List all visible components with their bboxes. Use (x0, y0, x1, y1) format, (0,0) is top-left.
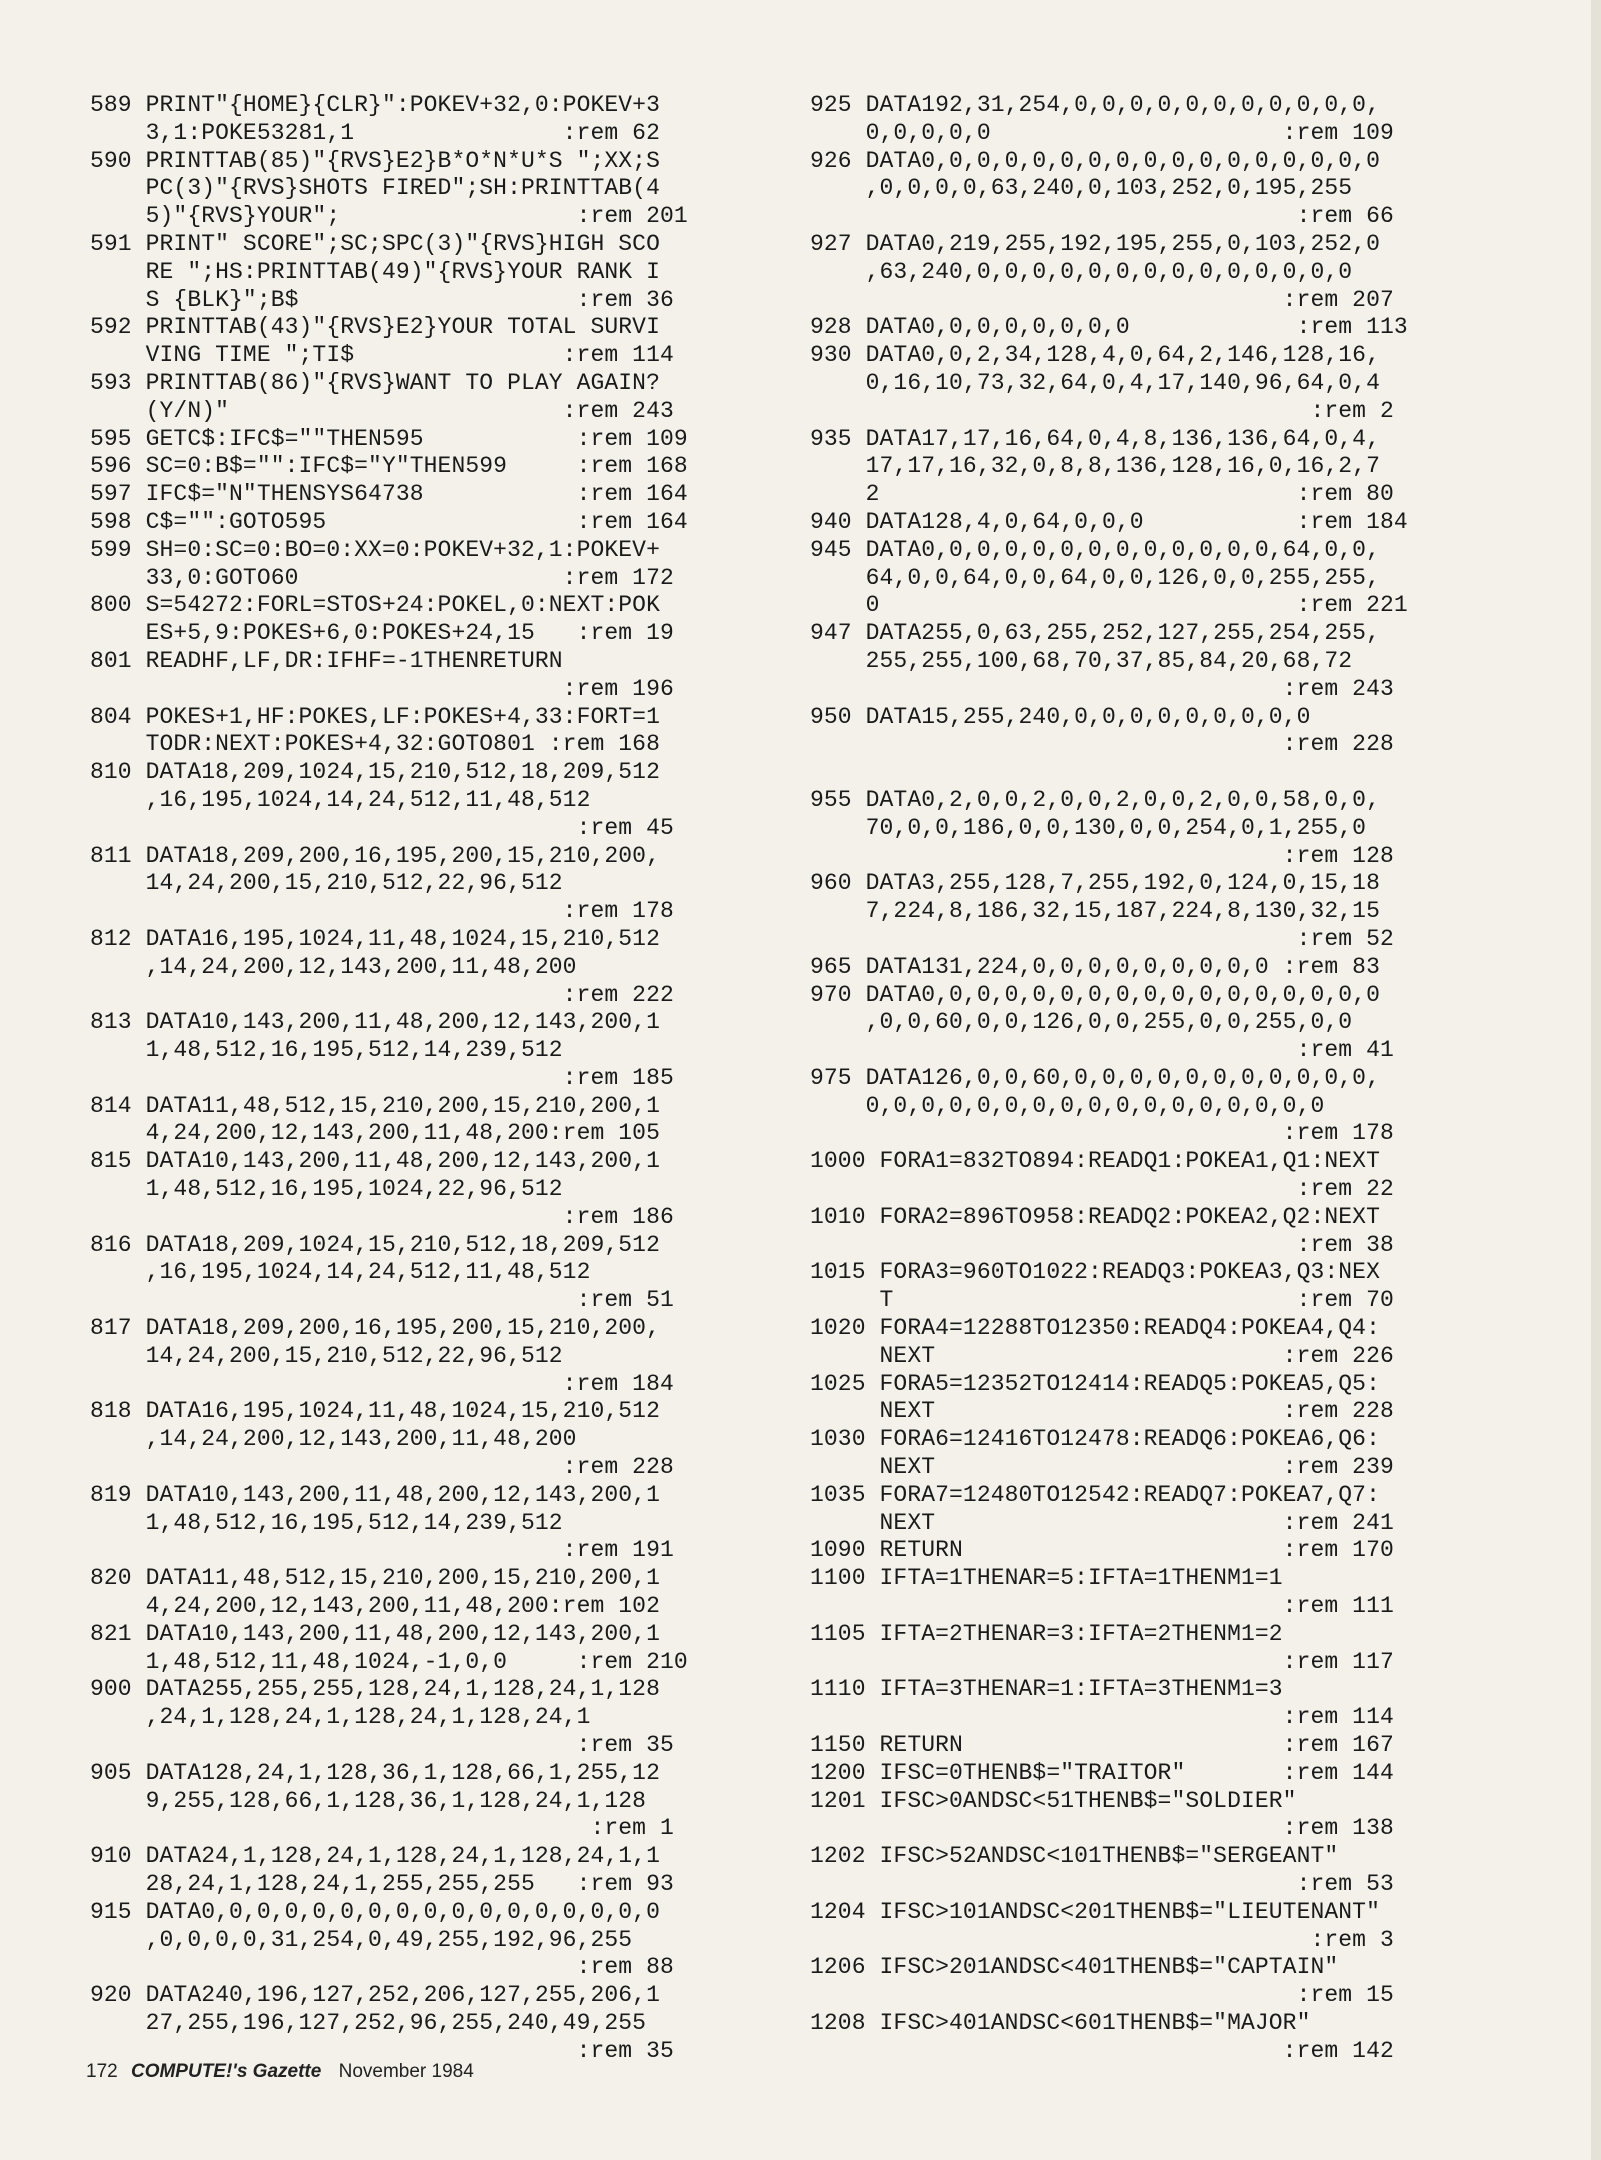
code-line: :rem 228 (90, 1454, 674, 1481)
code-line: 818 DATA16,195,1024,11,48,1024,15,210,512 (90, 1398, 660, 1425)
code-line: 1202 IFSC>52ANDSC<101THENB$="SERGEANT" (810, 1843, 1339, 1870)
code-line: 597 IFC$="N"THENSYS64738 :rem 164 (90, 481, 688, 508)
code-line: :rem 184 (90, 1370, 674, 1397)
code-line: ,16,195,1024,14,24,512,11,48,512 (90, 1259, 591, 1286)
code-line: :rem 66 (810, 203, 1394, 230)
code-line: :rem 185 (90, 1064, 674, 1091)
code-line: 1035 FORA7=12480TO12542:READQ7:POKEA7,Q7: (810, 1481, 1380, 1508)
code-line: 960 DATA3,255,128,7,255,192,0,124,0,15,18 (810, 870, 1380, 897)
code-line: 970 DATA0,0,0,0,0,0,0,0,0,0,0,0,0,0,0,0,0 (810, 981, 1380, 1008)
code-line: NEXT :rem 226 (810, 1342, 1394, 1369)
code-line: 813 DATA10,143,200,11,48,200,12,143,200,1 (90, 1009, 660, 1036)
code-line: 915 DATA0,0,0,0,0,0,0,0,0,0,0,0,0,0,0,0,0 (90, 1898, 660, 1925)
code-line: 800 S=54272:FORL=STOS+24:POKEL,0:NEXT:POK (90, 592, 660, 619)
code-line: 589 PRINT"{HOME}{CLR}":POKEV+32,0:POKEV+3 (90, 92, 660, 118)
code-line: (Y/N)" :rem 243 (90, 397, 674, 424)
code-line: 816 DATA18,209,1024,15,210,512,18,209,512 (90, 1231, 660, 1258)
code-line: :rem 51 (90, 1287, 674, 1314)
code-line: 5)"{RVS}YOUR"; :rem 201 (90, 203, 688, 230)
code-line: 17,17,16,32,0,8,8,136,128,16,0,16,2,7 (810, 453, 1380, 480)
code-line: 1,48,512,16,195,1024,22,96,512 (90, 1176, 563, 1203)
code-line: 1150 RETURN :rem 167 (810, 1732, 1394, 1759)
code-line: :rem 52 (810, 925, 1394, 952)
code-line: 595 GETC$:IFC$=""THEN595 :rem 109 (90, 425, 688, 452)
code-line: 9,255,128,66,1,128,36,1,128,24,1,128 (90, 1787, 647, 1814)
code-line: :rem 191 (90, 1537, 674, 1564)
code-line: 4,24,200,12,143,200,11,48,200:rem 105 (90, 1120, 660, 1147)
code-line: 1208 IFSC>401ANDSC<601THENB$="MAJOR" (810, 2009, 1311, 2036)
page-number: 172 (86, 2061, 118, 2082)
code-line: 950 DATA15,255,240,0,0,0,0,0,0,0,0,0 (810, 703, 1311, 730)
code-line: 2 :rem 80 (810, 481, 1394, 508)
code-line: 810 DATA18,209,1024,15,210,512,18,209,512 (90, 759, 660, 786)
code-line: 14,24,200,15,210,512,22,96,512 (90, 870, 563, 897)
code-line: 14,24,200,15,210,512,22,96,512 (90, 1342, 563, 1369)
code-line: :rem 196 (90, 675, 674, 702)
code-line: ,14,24,200,12,143,200,11,48,200 (90, 1426, 577, 1453)
code-line: 817 DATA18,209,200,16,195,200,15,210,200, (90, 1315, 660, 1342)
code-line: :rem 22 (810, 1176, 1394, 1203)
code-line: 804 POKES+1,HF:POKES,LF:POKES+4,33:FORT=1 (90, 703, 660, 730)
code-line: 0,0,0,0,0,0,0,0,0,0,0,0,0,0,0,0,0 (810, 1092, 1325, 1119)
code-line: 1,48,512,11,48,1024,-1,0,0 :rem 210 (90, 1648, 688, 1675)
code-line: :rem 186 (90, 1203, 674, 1230)
code-line: 1204 IFSC>101ANDSC<201THENB$="LIEUTENANT" (810, 1898, 1380, 1925)
code-line: NEXT :rem 239 (810, 1454, 1394, 1481)
code-line: 925 DATA192,31,254,0,0,0,0,0,0,0,0,0,0,0, (810, 92, 1380, 118)
code-line: 927 DATA0,219,255,192,195,255,0,103,252,0 (810, 230, 1380, 257)
code-line: :rem 38 (810, 1231, 1394, 1258)
code-line: 940 DATA128,4,0,64,0,0,0 :rem 184 (810, 508, 1408, 535)
code-line: :rem 178 (90, 898, 674, 925)
code-line: :rem 53 (810, 1871, 1394, 1897)
code-line: 1010 FORA2=896TO958:READQ2:POKEA2,Q2:NEXT (810, 1203, 1380, 1230)
code-line: :rem 3 (810, 1926, 1394, 1953)
code-line: 1105 IFTA=2THENAR=3:IFTA=2THENM1=2 (810, 1620, 1283, 1647)
code-line: 920 DATA240,196,127,252,206,127,255,206,1 (90, 1982, 660, 2009)
code-line: :rem 15 (810, 1982, 1394, 2009)
code-line: :rem 142 (810, 2037, 1394, 2064)
code-line: 811 DATA18,209,200,16,195,200,15,210,200, (90, 842, 660, 869)
code-line: :rem 114 (810, 1704, 1394, 1731)
magazine-title: COMPUTE!'s Gazette (130, 2061, 322, 2082)
code-line: NEXT :rem 228 (810, 1398, 1394, 1425)
code-line: 1015 FORA3=960TO1022:READQ3:POKEA3,Q3:NEX (810, 1259, 1380, 1286)
code-line: 1110 IFTA=3THENAR=1:IFTA=3THENM1=3 (810, 1676, 1283, 1703)
code-line: :rem 117 (810, 1648, 1394, 1675)
code-line: :rem 35 (90, 1732, 674, 1759)
code-line: 0 :rem 221 (810, 592, 1408, 619)
code-line: 935 DATA17,17,16,64,0,4,8,136,136,64,0,4, (810, 425, 1380, 452)
code-line: T :rem 70 (810, 1287, 1394, 1314)
code-line: 28,24,1,128,24,1,255,255,255 :rem 93 (90, 1871, 674, 1897)
code-line: 812 DATA16,195,1024,11,48,1024,15,210,512 (90, 925, 660, 952)
code-line: 591 PRINT" SCORE";SC;SPC(3)"{RVS}HIGH SCO (90, 230, 660, 257)
code-line: TODR:NEXT:POKES+4,32:GOTO801 :rem 168 (90, 731, 660, 758)
code-line: 1,48,512,16,195,512,14,239,512 (90, 1037, 563, 1064)
code-line: 801 READHF,LF,DR:IFHF=-1THENRETURN (90, 647, 563, 674)
code-line: 1200 IFSC=0THENB$="TRAITOR" :rem 144 (810, 1759, 1394, 1786)
code-line: 1,48,512,16,195,512,14,239,512 (90, 1509, 563, 1536)
code-line: 596 SC=0:B$="":IFC$="Y"THEN599 :rem 168 (90, 453, 688, 480)
code-line: 910 DATA24,1,128,24,1,128,24,1,128,24,1,1 (90, 1843, 660, 1870)
code-line: :rem 138 (810, 1815, 1394, 1842)
code-line: 905 DATA128,24,1,128,36,1,128,66,1,255,12 (90, 1759, 660, 1786)
code-line: :rem 1 (90, 1815, 674, 1842)
listing-column-right (810, 92, 1530, 2066)
code-line: 1201 IFSC>0ANDSC<51THENB$="SOLDIER" (810, 1787, 1297, 1814)
code-line: 3,1:POKE53281,1 :rem 62 (90, 119, 660, 146)
code-line: 1025 FORA5=12352TO12414:READQ5:POKEA5,Q5: (810, 1370, 1380, 1397)
code-line: 593 PRINTTAB(86)"{RVS}WANT TO PLAY AGAIN? (90, 369, 660, 396)
code-line: ,16,195,1024,14,24,512,11,48,512 (90, 786, 591, 813)
code-line: 1090 RETURN :rem 170 (810, 1537, 1394, 1564)
code-line: :rem 111 (810, 1593, 1394, 1620)
page-edge (1591, 0, 1601, 2160)
code-line: 975 DATA126,0,0,60,0,0,0,0,0,0,0,0,0,0,0, (810, 1064, 1380, 1091)
code-line: 1100 IFTA=1THENAR=5:IFTA=1THENM1=1 (810, 1565, 1283, 1592)
code-line: 965 DATA131,224,0,0,0,0,0,0,0,0,0 :rem 83 (810, 953, 1380, 980)
code-line: PC(3)"{RVS}SHOTS FIRED";SH:PRINTTAB(4 (90, 175, 660, 202)
code-line: 1030 FORA6=12416TO12478:READQ6:POKEA6,Q6: (810, 1426, 1380, 1453)
code-line: ,14,24,200,12,143,200,11,48,200 (90, 953, 577, 980)
code-line: 819 DATA10,143,200,11,48,200,12,143,200,1 (90, 1481, 660, 1508)
code-line: :rem 35 (90, 2037, 674, 2064)
issue-date: November 1984 (338, 2061, 474, 2082)
code-line: ,63,240,0,0,0,0,0,0,0,0,0,0,0,0,0,0 (810, 258, 1353, 285)
code-line: S {BLK}";B$ :rem 36 (90, 286, 674, 313)
code-line: :rem 222 (90, 981, 674, 1008)
code-line: 592 PRINTTAB(43)"{RVS}E2}YOUR TOTAL SURVI (90, 314, 660, 341)
code-line: 7,224,8,186,32,15,187,224,8,130,32,15 (810, 898, 1380, 925)
code-line: 820 DATA11,48,512,15,210,200,15,210,200,1 (90, 1565, 660, 1592)
code-line: ,0,0,0,0,31,254,0,49,255,192,96,255 (90, 1926, 633, 1953)
page-footer (86, 2061, 474, 2083)
code-line: ,0,0,60,0,0,126,0,0,255,0,0,255,0,0 (810, 1009, 1353, 1036)
code-line: 945 DATA0,0,0,0,0,0,0,0,0,0,0,0,0,64,0,0, (810, 536, 1380, 563)
code-line: 955 DATA0,2,0,0,2,0,0,2,0,0,2,0,0,58,0,0, (810, 786, 1380, 813)
code-line: :rem 45 (90, 814, 674, 841)
code-line: :rem 178 (810, 1120, 1394, 1147)
code-line: 4,24,200,12,143,200,11,48,200:rem 102 (90, 1593, 660, 1620)
code-line: 0,0,0,0,0 :rem 109 (810, 119, 1394, 146)
code-line: RE ";HS:PRINTTAB(49)"{RVS}YOUR RANK I (90, 258, 660, 285)
code-line: 27,255,196,127,252,96,255,240,49,255 (90, 2009, 647, 2036)
code-line: :rem 207 (810, 286, 1394, 313)
code-line: :rem 2 (810, 397, 1394, 424)
code-line: 1000 FORA1=832TO894:READQ1:POKEA1,Q1:NEXT (810, 1148, 1380, 1175)
code-line: :rem 243 (810, 675, 1394, 702)
code-line: ES+5,9:POKES+6,0:POKES+24,15 :rem 19 (90, 620, 674, 647)
code-line: 70,0,0,186,0,0,130,0,0,254,0,1,255,0 (810, 814, 1367, 841)
code-line: NEXT :rem 241 (810, 1509, 1394, 1536)
code-line: :rem 88 (90, 1954, 674, 1981)
code-line: 1020 FORA4=12288TO12350:READQ4:POKEA4,Q4: (810, 1315, 1380, 1342)
code-line: :rem 41 (810, 1037, 1394, 1064)
code-line: 814 DATA11,48,512,15,210,200,15,210,200,1 (90, 1092, 660, 1119)
code-line (810, 759, 1530, 787)
code-line: 815 DATA10,143,200,11,48,200,12,143,200,1 (90, 1148, 660, 1175)
code-line: ,24,1,128,24,1,128,24,1,128,24,1 (90, 1704, 591, 1731)
code-line: 0,16,10,73,32,64,0,4,17,140,96,64,0,4 (810, 369, 1380, 396)
code-line: 599 SH=0:SC=0:BO=0:XX=0:POKEV+32,1:POKEV+ (90, 536, 660, 563)
code-line: 947 DATA255,0,63,255,252,127,255,254,255, (810, 620, 1380, 647)
code-line: :rem 228 (810, 731, 1394, 758)
listing-column-left (90, 92, 790, 2066)
code-line: 930 DATA0,0,2,34,128,4,0,64,2,146,128,16, (810, 342, 1380, 369)
code-line: 33,0:GOTO60 :rem 172 (90, 564, 674, 591)
code-line: ,0,0,0,0,63,240,0,103,252,0,195,255 (810, 175, 1353, 202)
code-line: :rem 128 (810, 842, 1394, 869)
code-line: 64,0,0,64,0,0,64,0,0,126,0,0,255,255, (810, 564, 1380, 591)
code-line: 926 DATA0,0,0,0,0,0,0,0,0,0,0,0,0,0,0,0,0 (810, 147, 1380, 174)
code-line: 928 DATA0,0,0,0,0,0,0,0 :rem 113 (810, 314, 1408, 341)
code-line: 900 DATA255,255,255,128,24,1,128,24,1,128 (90, 1676, 660, 1703)
code-line: 1206 IFSC>201ANDSC<401THENB$="CAPTAIN" (810, 1954, 1339, 1981)
code-line: 598 C$="":GOTO595 :rem 164 (90, 508, 688, 535)
code-line: 590 PRINTTAB(85)"{RVS}E2}B*O*N*U*S ";XX;S (90, 147, 660, 174)
code-line: 255,255,100,68,70,37,85,84,20,68,72 (810, 647, 1353, 674)
code-line: 821 DATA10,143,200,11,48,200,12,143,200,1 (90, 1620, 660, 1647)
code-line: VING TIME ";TI$ :rem 114 (90, 342, 674, 369)
